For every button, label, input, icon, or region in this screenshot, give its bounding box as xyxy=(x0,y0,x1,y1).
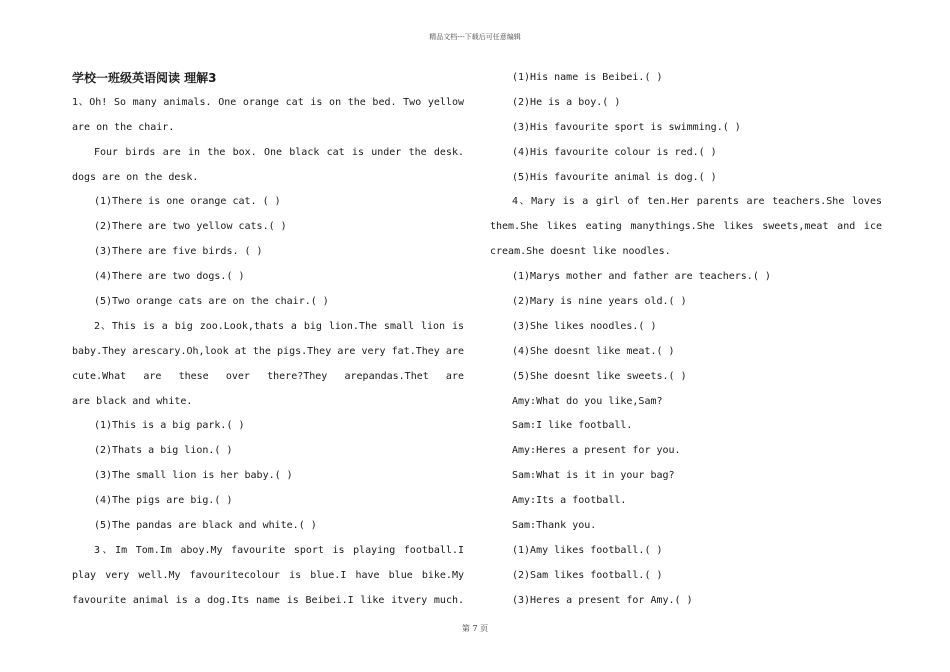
line: baby.They arescary.Oh,look at the pigs.They are very fat.They are xyxy=(72,345,464,357)
line: Four birds are in the box. One black cat is under the desk. xyxy=(94,146,464,158)
line: (5)The pandas are black and white.( ) xyxy=(94,520,317,532)
line: 4、Mary is a girl of ten.Her parents are teachers.She loves xyxy=(512,196,882,208)
line: cream.She doesnt like noodles. xyxy=(490,246,671,258)
line: (1)There is one orange cat. ( ) xyxy=(94,196,281,208)
line: are black and white. xyxy=(72,395,193,407)
line: (1)Marys mother and father are teachers.( ) xyxy=(512,271,771,283)
line: (3)His favourite sport is swimming.( ) xyxy=(512,121,741,133)
line: (1)His name is Beibei.( ) xyxy=(512,72,663,83)
line: favourite animal is a dog.Its name is Beibei.I like itvery much. xyxy=(72,594,464,606)
line: 学校一班级英语阅读 理解3 xyxy=(72,71,217,85)
line: (3)There are five birds. ( ) xyxy=(94,246,263,258)
line: Amy:Its a football. xyxy=(512,495,627,507)
line: Sam:Thank you. xyxy=(512,520,597,532)
line: (1)This is a big park.( ) xyxy=(94,420,245,432)
line: (5)She doesnt like sweets.( ) xyxy=(512,370,687,382)
line: Sam:What is it in your bag? xyxy=(512,470,675,482)
line: 2、This is a big zoo.Look,thats a big lion.The small lion is xyxy=(94,320,464,332)
line: (4)The pigs are big.( ) xyxy=(94,495,233,507)
line: dogs are on the desk. xyxy=(72,171,199,183)
line: (2)Mary is nine years old.( ) xyxy=(512,296,687,308)
page-number: 第 7 页 xyxy=(461,624,489,633)
line: cute.What are these over there?They arepandas.Thet are xyxy=(72,370,464,382)
line: (3)She likes noodles.( ) xyxy=(512,320,657,332)
right-column xyxy=(490,66,882,614)
line: 1、Oh! So many animals. One orange cat is on the bed. Two yellow xyxy=(72,96,464,108)
left-column xyxy=(72,66,464,614)
line: (5)His favourite animal is dog.( ) xyxy=(512,171,717,183)
line: (4)She doesnt like meat.( ) xyxy=(512,345,675,357)
line: Amy:Heres a present for you. xyxy=(512,445,681,457)
line: them.She likes eating manythings.She likes sweets,meat and ice xyxy=(490,221,882,233)
line: (2)Thats a big lion.( ) xyxy=(94,445,233,457)
line: play very well.My favouritecolour is blue.I have blue bike.My xyxy=(72,569,464,581)
line: (5)Two orange cats are on the chair.( ) xyxy=(94,296,329,308)
page-header-note: 精品文档---下载后可任意编辑 xyxy=(429,33,521,41)
line: (2)He is a boy.( ) xyxy=(512,96,621,108)
line: Amy:What do you like,Sam? xyxy=(512,395,663,407)
line: are on the chair. xyxy=(72,121,175,133)
line: (4)His favourite colour is red.( ) xyxy=(512,146,717,158)
line: (2)There are two yellow cats.( ) xyxy=(94,221,287,233)
line: (3)Heres a present for Amy.( ) xyxy=(512,594,693,606)
line: (2)Sam likes football.( ) xyxy=(512,569,663,581)
line: Sam:I like football. xyxy=(512,420,633,432)
line: 3、Im Tom.Im aboy.My favourite sport is playing football.I xyxy=(94,544,464,556)
line: (4)There are two dogs.( ) xyxy=(94,271,245,283)
line: (1)Amy likes football.( ) xyxy=(512,544,663,556)
line: (3)The small lion is her baby.( ) xyxy=(94,470,293,482)
